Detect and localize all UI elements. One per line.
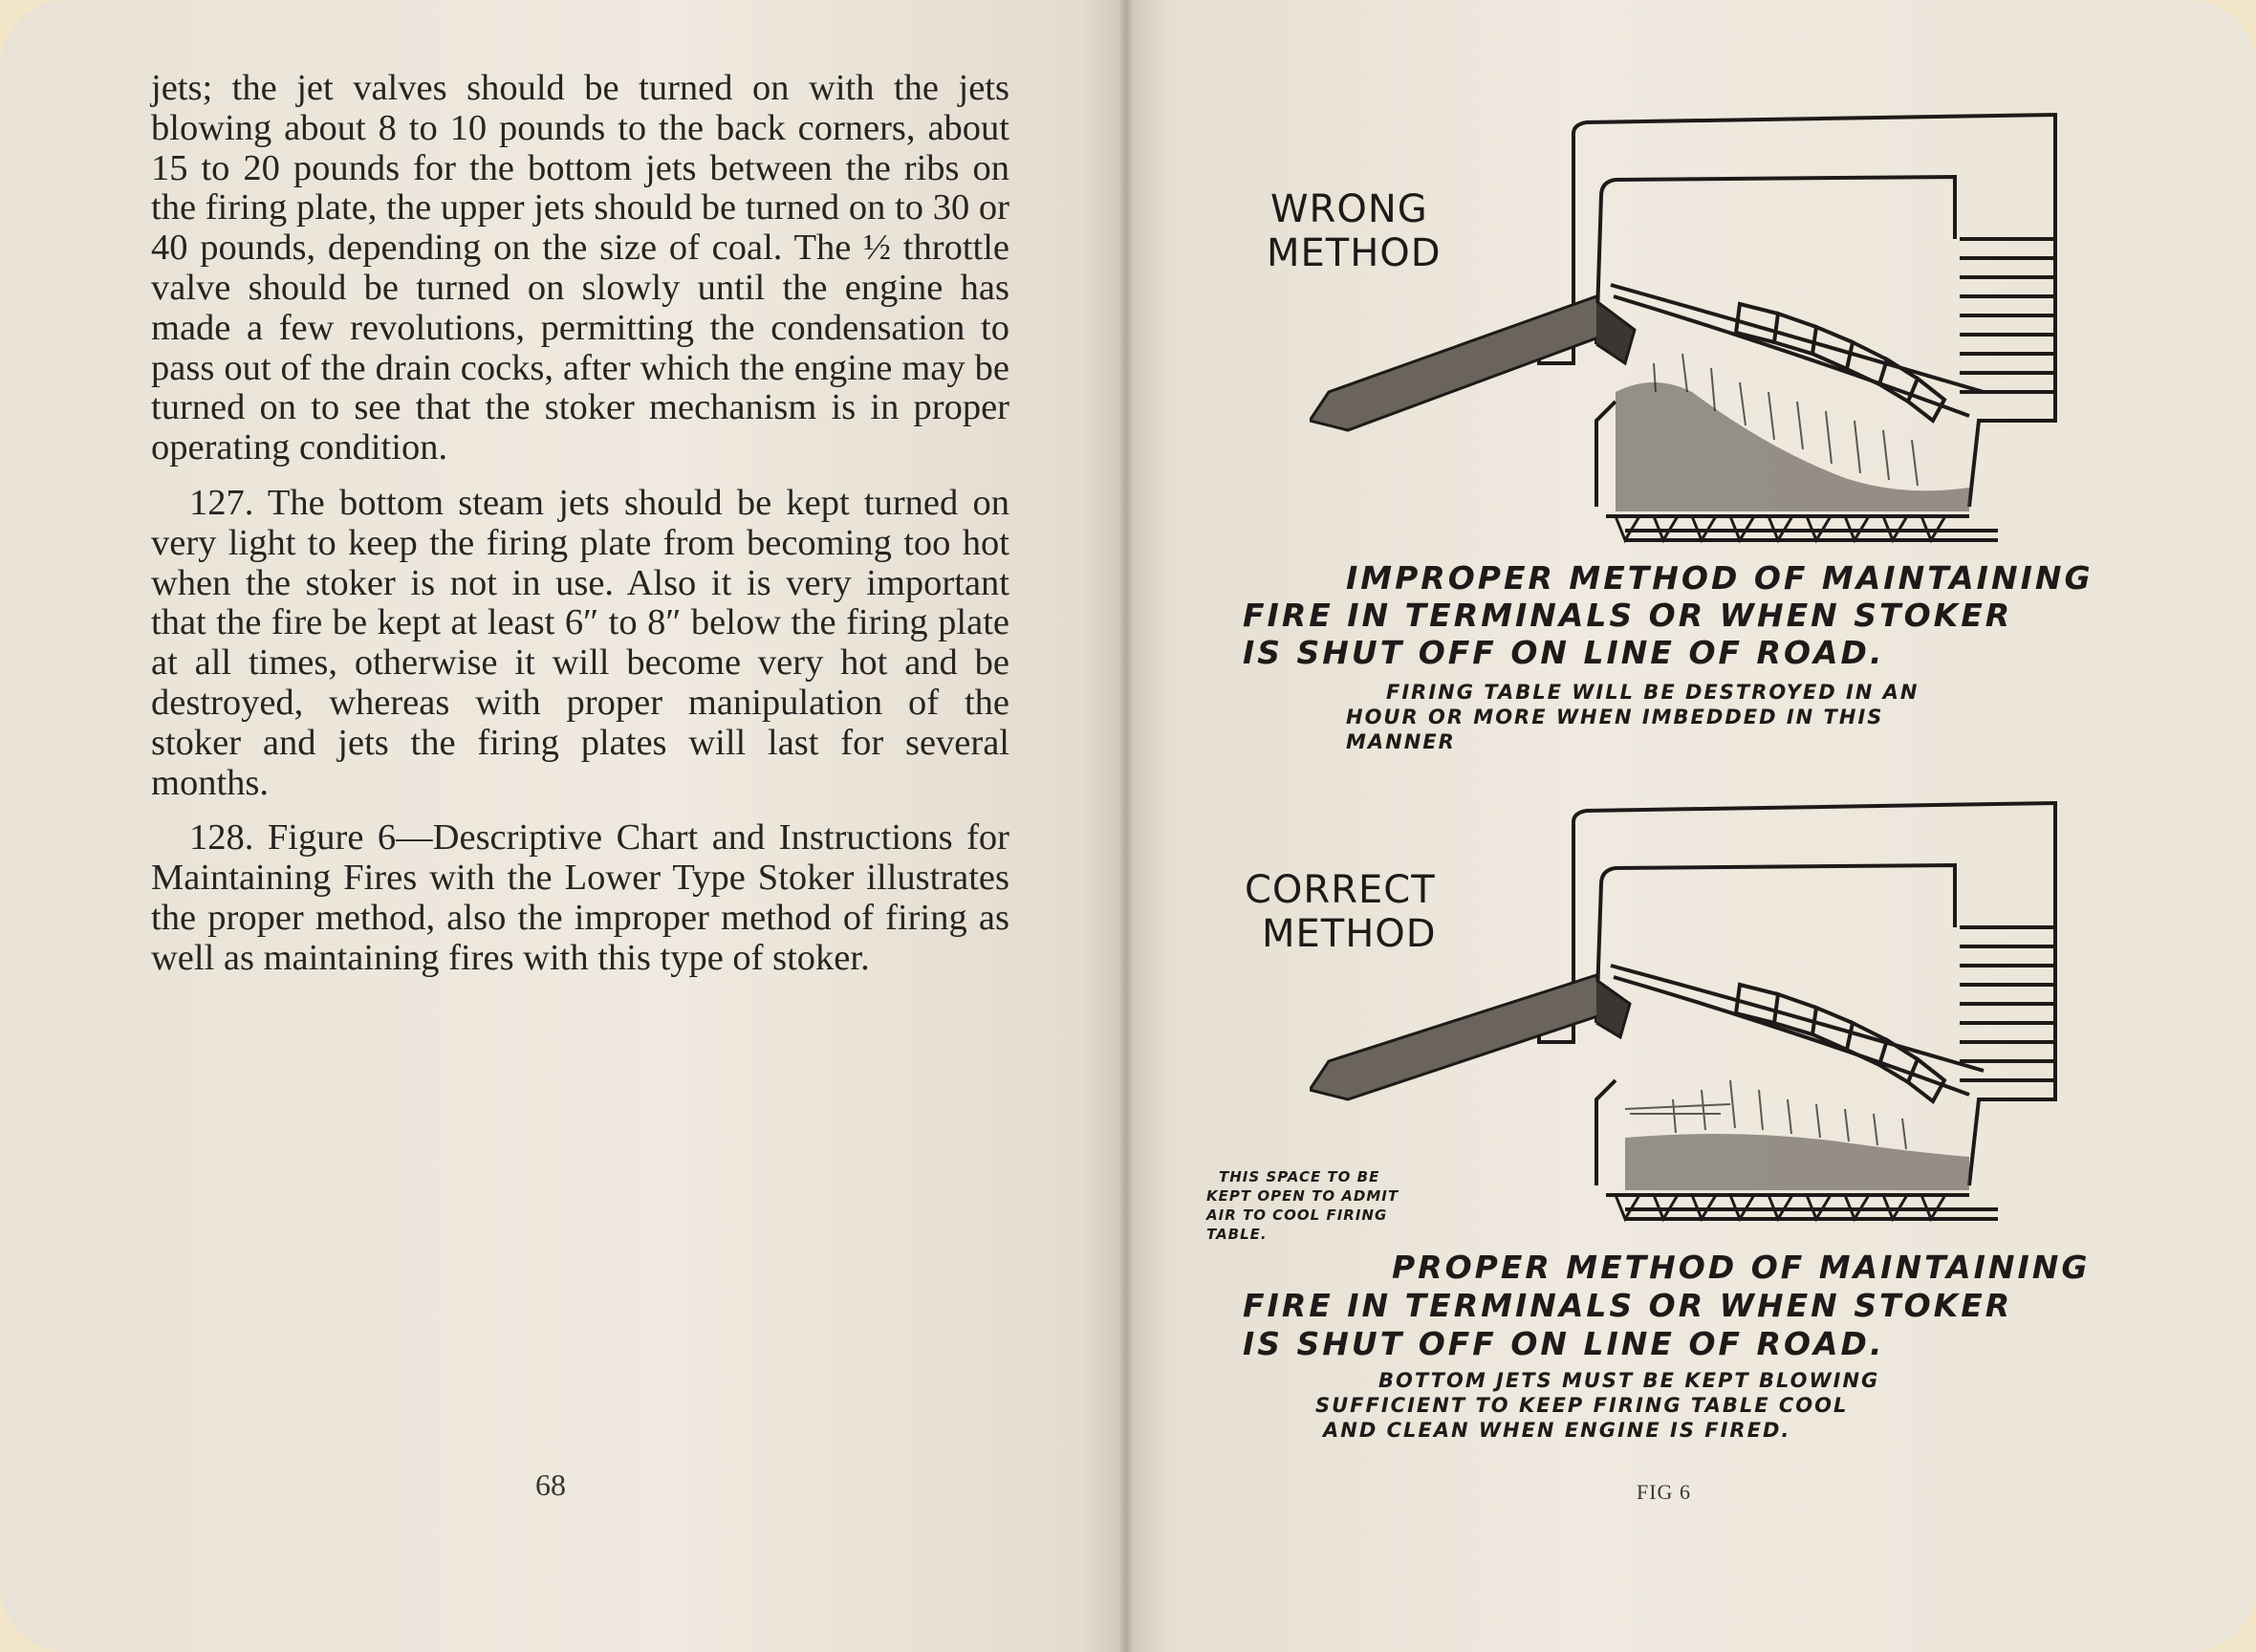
correct-caption-line1: PROPER METHOD OF MAINTAINING	[1392, 1249, 2091, 1286]
page-number: 68	[535, 1467, 566, 1502]
correct-caption-line2: FIRE IN TERMINALS OR WHEN STOKER	[1243, 1287, 2013, 1324]
paragraph-126-continued: jets; the jet valves should be turned on with the jets blowing about 8 to 10 pounds to the back corners, about 15 to 20 pounds for the bottom jets between the ribs on the firing plate, the upper jets should be turned on to 30 or 40 pounds, depending on the size of coal. The ½ throttle valve should be turned on slowly until the engine has made a few revolutions, permitting the condensation to pass out of the drain cocks, after which the engine may be turned on to see that the stoker mechanism is in proper operating condition.	[151, 68, 1009, 468]
wrong-caption-line3: IS SHUT OFF ON LINE OF ROAD.	[1243, 634, 1885, 671]
correct-label-line2: METHOD	[1262, 912, 1437, 956]
paragraph-128: 128. Figure 6—Descriptive Chart and Instructions for Maintaining Fires with the Lower Type Stoker illustrates the proper method, also the improper method of firing as well as maintaining fires with this type of stoker.	[151, 817, 1009, 978]
wrong-note-line2: HOUR OR MORE WHEN IMBEDDED IN THIS	[1346, 706, 1884, 728]
wrong-method-diagram	[1310, 105, 2093, 564]
wrong-label-line1: WRONG	[1270, 187, 1428, 231]
correct-side-note-line4: TABLE.	[1206, 1226, 1268, 1243]
correct-note-line1: BOTTOM JETS MUST BE KEPT BLOWING	[1378, 1369, 1880, 1392]
correct-side-note-line1: THIS SPACE TO BE	[1219, 1168, 1380, 1185]
correct-method-diagram	[1310, 793, 2093, 1243]
correct-label-line1: CORRECT	[1245, 868, 1436, 912]
wrong-label-line2: METHOD	[1267, 231, 1442, 275]
paragraph-127: 127. The bottom steam jets should be kept turned on very light to keep the firing plate from becoming too hot when the stoker is not in use. Also it is very important that the fire be kept at least 6″ to 8″ below the firing plate at all times, otherwise it will become very hot and be destroyed, whereas with proper manipulation of the stoker and jets the firing plates will last for several months.	[151, 482, 1009, 803]
wrong-note-line1: FIRING TABLE WILL BE DESTROYED IN AN	[1386, 681, 1920, 704]
wrong-note-line3: MANNER	[1346, 730, 1456, 753]
left-page	[0, 0, 1126, 1652]
body-text	[151, 69, 1009, 994]
wrong-caption-line1: IMPROPER METHOD OF MAINTAINING	[1346, 559, 2093, 597]
book-gutter	[1118, 0, 1134, 1652]
correct-side-note-line3: AIR TO COOL FIRING	[1206, 1206, 1388, 1224]
correct-note-line3: AND CLEAN WHEN ENGINE IS FIRED.	[1323, 1419, 1791, 1442]
correct-caption-line3: IS SHUT OFF ON LINE OF ROAD.	[1243, 1325, 1885, 1362]
correct-side-note-line2: KEPT OPEN TO ADMIT	[1206, 1187, 1399, 1205]
correct-note-line2: SUFFICIENT TO KEEP FIRING TABLE COOL	[1315, 1394, 1849, 1417]
figure-label: FIG 6	[1637, 1480, 1691, 1504]
wrong-caption-line2: FIRE IN TERMINALS OR WHEN STOKER	[1243, 597, 2013, 634]
